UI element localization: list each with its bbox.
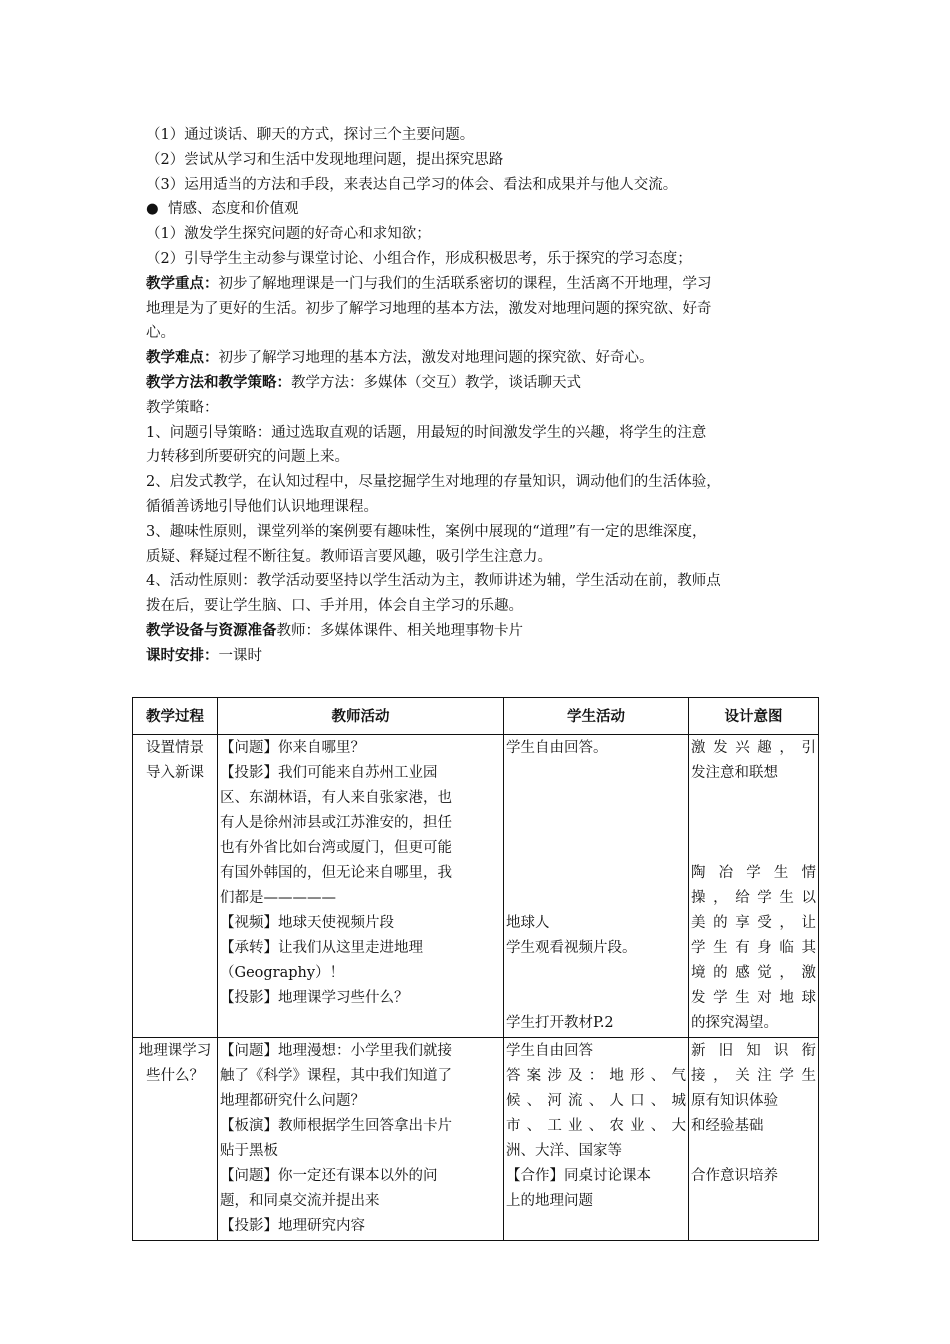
design-intent-cell — [689, 1038, 819, 1241]
method-label: 教学方法和教学策略： — [146, 373, 291, 391]
emotion-line-1: （1）激发学生探究问题的好奇心和求知欲； — [146, 226, 431, 243]
teacher-line: 地理都研究什么问题？ — [220, 1093, 365, 1109]
intent-line: 陶冶学生情 — [691, 865, 816, 881]
table-row — [133, 735, 819, 1038]
emotion-line-2: （2）引导学生主动参与课堂讨论、小组合作，形成积极思考，乐于探究的学习态度； — [146, 250, 692, 267]
teacher-line: 贴于黑板 — [220, 1143, 278, 1159]
header-process: 教学过程 — [133, 698, 218, 735]
teacher-line: 【视频】地球天使视频片段 — [220, 915, 394, 931]
strategy-line-1: 1、问题引导策略：通过选取直观的话题，用最短的时间激发学生的兴趣，将学生的注意 — [146, 424, 707, 441]
strategy-line-8: 拨在后，要让学生脑、口、手并用，体会自主学习的乐趣。 — [146, 598, 523, 615]
intro-line-3: （3）运用适当的方法和手段，来表达自己学习的体会、看法和成果并与他人交流。 — [146, 176, 678, 193]
teacher-activity-cell — [218, 735, 504, 1038]
teacher-line: 触了《科学》课程，其中我们知道了 — [220, 1068, 452, 1084]
teacher-line: 【投影】我们可能来自苏州工业园 — [220, 765, 438, 781]
emotion-heading: 情感、态度和价值观 — [168, 201, 299, 218]
teacher-line: 【承转】让我们从这里走进地理 — [220, 940, 423, 956]
student-line: 答案涉及：地形、气 — [506, 1068, 686, 1084]
intro-line-2: （2）尝试从学习和生活中发现地理问题，提出探究思路 — [146, 151, 504, 168]
teacher-line: 有国外韩国的，但无论来自哪里，我 — [220, 865, 452, 881]
intent-line: 学生有身临其 — [691, 940, 816, 956]
header-design-intent: 设计意图 — [689, 698, 819, 735]
equipment-label: 教学设备与资源准备 — [146, 621, 277, 639]
student-activity-cell — [504, 735, 689, 1038]
strategy-line-2: 力转移到所要研究的问题上来。 — [146, 449, 349, 466]
method-text: 教学方法：多媒体（交互）教学，谈话聊天式 — [291, 374, 581, 391]
schedule-line — [146, 644, 818, 669]
document-body — [146, 123, 818, 669]
lesson-process-table — [132, 697, 819, 1241]
intent-line: 新旧知识衔 — [691, 1043, 816, 1059]
key-point-line-1 — [146, 272, 818, 297]
teacher-line: 【投影】地理课学习些什么？ — [220, 990, 409, 1006]
difficulty-line — [146, 346, 818, 371]
student-line: 市、工业、农业、大 — [506, 1118, 686, 1134]
student-line: 【合作】同桌讨论课本 — [506, 1168, 651, 1184]
teacher-line: 也有外省比如台湾或厦门，但更可能 — [220, 840, 452, 856]
strategy-heading: 教学策略： — [146, 399, 219, 416]
intent-line: 激发兴趣，引 — [691, 740, 816, 756]
intent-line: 的探究渴望。 — [691, 1015, 778, 1031]
student-line: 候、河流、人口、城 — [506, 1093, 686, 1109]
strategy-line-5: 3、趣味性原则，课堂列举的案例要有趣味性，案例中展现的“道理”有一定的思维深度， — [146, 523, 707, 540]
stage-line: 设置情景 — [146, 740, 204, 756]
table-header-row — [133, 698, 819, 735]
teacher-activity-cell — [218, 1038, 504, 1241]
emotion-heading-line — [146, 197, 818, 222]
student-activity-cell — [504, 1038, 689, 1241]
strategy-line-4: 循循善诱地引导他们认识地理课程。 — [146, 498, 378, 515]
schedule-text: 一课时 — [218, 647, 262, 664]
key-point-text-1: 初步了解地理课是一门与我们的生活联系密切的课程，生活离不开地理，学习 — [218, 275, 712, 292]
bullet-icon: ● — [146, 201, 159, 218]
difficulty-label: 教学难点： — [146, 349, 219, 367]
intent-line: 美的享受，让 — [691, 915, 816, 931]
intent-line: 接，关注学生 — [691, 1068, 816, 1084]
difficulty-text: 初步了解学习地理的基本方法，激发对地理问题的探究欲、好奇心。 — [218, 350, 654, 367]
method-line — [146, 371, 818, 396]
header-teacher-activity: 教师活动 — [218, 698, 504, 735]
teacher-line: 【问题】你一定还有课本以外的问 — [220, 1168, 438, 1184]
teacher-line: 【问题】你来自哪里？ — [220, 740, 365, 756]
key-point-line-2: 地理是为了更好的生活。初步了解学习地理的基本方法，激发对地理问题的探究欲、好奇 — [146, 300, 712, 317]
teacher-line: 题，和同桌交流并提出来 — [220, 1193, 380, 1209]
intent-line: 原有知识体验 — [691, 1093, 778, 1109]
stage-cell — [133, 1038, 218, 1241]
intro-line-1: （1）通过谈话、聊天的方式，探讨三个主要问题。 — [146, 127, 475, 143]
equipment-text: 教师：多媒体课件、相关地理事物卡片 — [276, 622, 523, 639]
strategy-line-6: 质疑、释疑过程不断往复。教师语言要风趣，吸引学生注意力。 — [146, 548, 552, 565]
intent-line: 发学生对地球 — [691, 990, 816, 1006]
header-student-activity: 学生活动 — [504, 698, 689, 735]
stage-line: 导入新课 — [146, 765, 204, 781]
strategy-line-7: 4、活动性原则：教学活动要坚持以学生活动为主，教师讲述为辅，学生活动在前，教师点 — [146, 573, 721, 590]
intent-line: 操，给学生以 — [691, 890, 816, 906]
teacher-line: （Geography）！ — [220, 965, 345, 981]
key-point-label: 教学重点： — [146, 274, 219, 292]
intent-line: 境的感觉，激 — [691, 965, 816, 981]
student-line: 学生观看视频片段。 — [506, 940, 637, 956]
stage-line: 地理课学习 — [138, 1043, 212, 1059]
teacher-line: 们都是————— — [220, 890, 336, 906]
stage-cell — [133, 735, 218, 1038]
teacher-line: 【板演】教师根据学生回答拿出卡片 — [220, 1118, 452, 1134]
table-row — [133, 1038, 819, 1241]
teacher-line: 有人是徐州沛县或江苏淮安的，担任 — [220, 815, 452, 831]
intent-line: 发注意和联想 — [691, 765, 778, 781]
student-line: 上的地理问题 — [506, 1193, 593, 1209]
intent-line: 合作意识培养 — [691, 1168, 778, 1184]
stage-line: 些什么？ — [146, 1068, 204, 1084]
design-intent-cell — [689, 735, 819, 1038]
teacher-line: 区、东湖林语，有人来自张家港，也 — [220, 790, 452, 806]
student-line: 学生自由回答。 — [506, 740, 608, 756]
key-point-line-3: 心。 — [146, 325, 175, 342]
teacher-line: 【投影】地理研究内容 — [220, 1218, 365, 1234]
student-line: 洲、大洋、国家等 — [506, 1143, 622, 1159]
schedule-label: 课时安排： — [146, 646, 219, 664]
student-line: 学生打开教材P.2 — [506, 1015, 614, 1031]
equipment-line — [146, 619, 818, 644]
student-line: 地球人 — [506, 915, 550, 931]
intent-line: 和经验基础 — [691, 1118, 764, 1134]
strategy-line-3: 2、启发式教学，在认知过程中，尽量挖掘学生对地理的存量知识，调动他们的生活体验， — [146, 474, 721, 491]
student-line: 学生自由回答 — [506, 1043, 593, 1059]
teacher-line: 【问题】地理漫想：小学里我们就接 — [220, 1043, 452, 1059]
